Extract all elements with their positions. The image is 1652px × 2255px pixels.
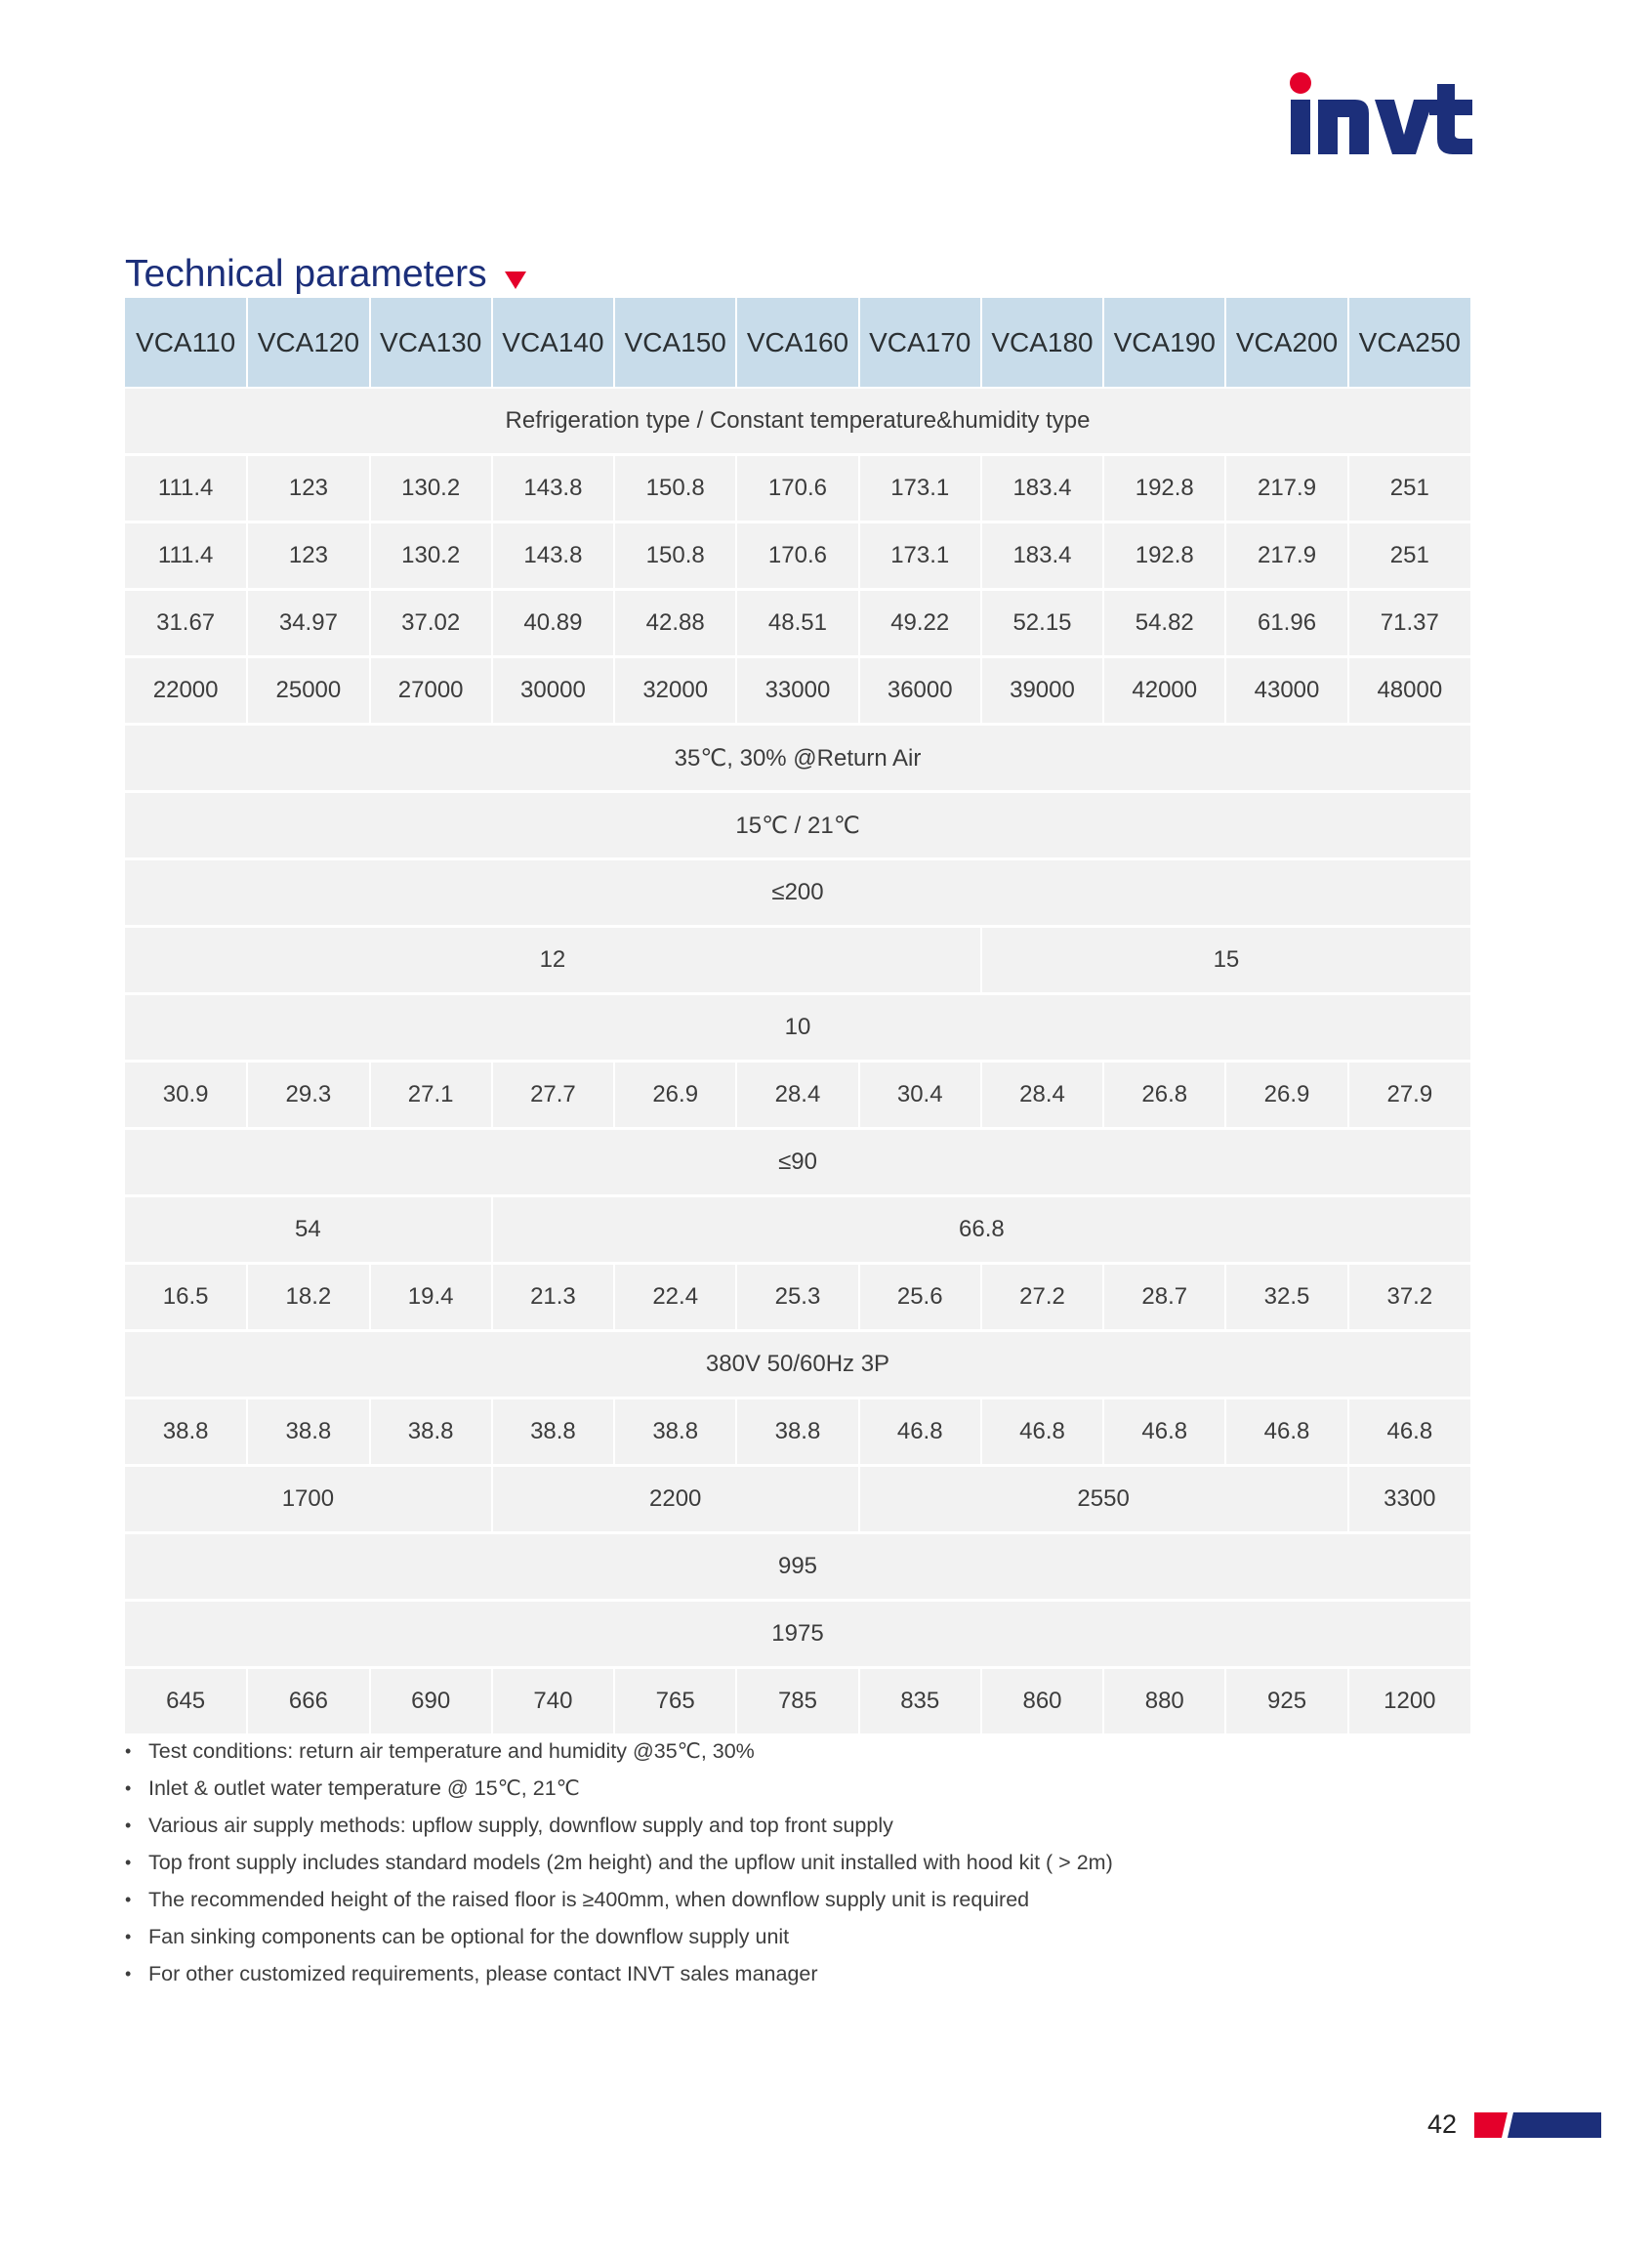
table-cell: 38.8 — [247, 1399, 369, 1466]
section-title: Technical parameters — [125, 253, 487, 295]
table-cell: 170.6 — [736, 455, 858, 522]
table-cell: 690 — [370, 1668, 492, 1735]
table-cell: 27.2 — [981, 1264, 1103, 1331]
invt-logo — [1289, 70, 1474, 158]
table-cell: 12 — [125, 927, 981, 994]
table-cell: 170.6 — [736, 522, 858, 590]
table-body — [125, 388, 1470, 1735]
column-header: VCA140 — [492, 298, 614, 388]
table-cell: 54 — [125, 1196, 492, 1264]
table-row — [125, 657, 1470, 725]
table-cell: 645 — [125, 1668, 247, 1735]
table-row — [125, 927, 1470, 994]
table-cell: 173.1 — [859, 522, 981, 590]
table-cell: 46.8 — [1348, 1399, 1470, 1466]
table-cell: 30000 — [492, 657, 614, 725]
note-text: Fan sinking components can be optional for the downflow supply unit — [148, 1925, 790, 1948]
table-cell: 30.4 — [859, 1062, 981, 1129]
table-cell: 27.7 — [492, 1062, 614, 1129]
table-cell: 71.37 — [1348, 590, 1470, 657]
table-row — [125, 1466, 1470, 1533]
table-row — [125, 1533, 1470, 1601]
table-header-row — [125, 298, 1470, 388]
table-cell: 46.8 — [981, 1399, 1103, 1466]
table-cell: 26.9 — [1225, 1062, 1347, 1129]
table-cell: 49.22 — [859, 590, 981, 657]
table-cell: 1975 — [125, 1601, 1470, 1668]
table-cell: 46.8 — [1225, 1399, 1347, 1466]
table-row — [125, 1601, 1470, 1668]
table-cell: 2550 — [859, 1466, 1348, 1533]
note-text: Test conditions: return air temperature and humidity @35℃, 30% — [148, 1739, 755, 1763]
table-cell: 150.8 — [614, 522, 736, 590]
table-row — [125, 1399, 1470, 1466]
table-row — [125, 1264, 1470, 1331]
table-cell: 37.2 — [1348, 1264, 1470, 1331]
table-cell: 130.2 — [370, 455, 492, 522]
table-cell: 48.51 — [736, 590, 858, 657]
note-item — [125, 1770, 1113, 1807]
table-cell: 217.9 — [1225, 522, 1347, 590]
table-cell: Refrigeration type / Constant temperature&humidity type — [125, 388, 1470, 455]
table-cell: 46.8 — [859, 1399, 981, 1466]
table-row — [125, 388, 1470, 455]
table-cell: 123 — [247, 522, 369, 590]
table-cell: 2200 — [492, 1466, 859, 1533]
note-item — [125, 1844, 1113, 1881]
table-row — [125, 590, 1470, 657]
table-cell: 35℃, 30% @Return Air — [125, 725, 1470, 792]
table-cell: 25.3 — [736, 1264, 858, 1331]
table-cell: 31.67 — [125, 590, 247, 657]
table-row — [125, 1331, 1470, 1399]
table-cell: 860 — [981, 1668, 1103, 1735]
table-row — [125, 994, 1470, 1062]
bullet-icon: • — [125, 1816, 132, 1835]
table-cell: 39000 — [981, 657, 1103, 725]
table-cell: 192.8 — [1103, 522, 1225, 590]
note-item — [125, 1918, 1113, 1955]
bullet-icon: • — [125, 1964, 132, 1984]
column-header: VCA170 — [859, 298, 981, 388]
table-cell: 32000 — [614, 657, 736, 725]
table-cell: 54.82 — [1103, 590, 1225, 657]
table-cell: 26.9 — [614, 1062, 736, 1129]
table-cell: 880 — [1103, 1668, 1225, 1735]
footer-brand-bar — [1474, 2112, 1601, 2138]
table-cell: 835 — [859, 1668, 981, 1735]
table-cell: 61.96 — [1225, 590, 1347, 657]
table-cell: 27.9 — [1348, 1062, 1470, 1129]
table-cell: 38.8 — [492, 1399, 614, 1466]
table-cell: 183.4 — [981, 455, 1103, 522]
column-header: VCA160 — [736, 298, 858, 388]
table-cell: 3300 — [1348, 1466, 1470, 1533]
table-cell: 40.89 — [492, 590, 614, 657]
table-cell: 28.7 — [1103, 1264, 1225, 1331]
table-cell: 765 — [614, 1668, 736, 1735]
note-text: Top front supply includes standard models (2m height) and the upflow unit installed with hood kit ( > 2m) — [148, 1851, 1113, 1874]
table-cell: 38.8 — [125, 1399, 247, 1466]
table-cell: 16.5 — [125, 1264, 247, 1331]
table-cell: 32.5 — [1225, 1264, 1347, 1331]
table-cell: 130.2 — [370, 522, 492, 590]
notes-list — [125, 1733, 1113, 1992]
table-row — [125, 1196, 1470, 1264]
technical-parameters-table — [125, 298, 1470, 1736]
table-row — [125, 1129, 1470, 1196]
table-row — [125, 522, 1470, 590]
table-cell: 192.8 — [1103, 455, 1225, 522]
table-cell: 33000 — [736, 657, 858, 725]
table-cell: 217.9 — [1225, 455, 1347, 522]
column-header: VCA120 — [247, 298, 369, 388]
table-cell: ≤200 — [125, 859, 1470, 927]
table-cell: 123 — [247, 455, 369, 522]
table-row — [125, 725, 1470, 792]
table-row — [125, 859, 1470, 927]
table-cell: 21.3 — [492, 1264, 614, 1331]
table-cell: 38.8 — [736, 1399, 858, 1466]
table-cell: 1200 — [1348, 1668, 1470, 1735]
bullet-icon: • — [125, 1778, 132, 1798]
table-cell: 251 — [1348, 455, 1470, 522]
bullet-icon: • — [125, 1741, 132, 1761]
invt-logo-mark — [1289, 70, 1474, 158]
table-cell: 10 — [125, 994, 1470, 1062]
column-header: VCA130 — [370, 298, 492, 388]
table-cell: 22000 — [125, 657, 247, 725]
table-cell: 143.8 — [492, 455, 614, 522]
table-cell: 18.2 — [247, 1264, 369, 1331]
table-cell: 1700 — [125, 1466, 492, 1533]
column-header: VCA190 — [1103, 298, 1225, 388]
table-cell: 173.1 — [859, 455, 981, 522]
table-cell: 34.97 — [247, 590, 369, 657]
red-down-triangle-icon — [505, 256, 526, 299]
bullet-icon: • — [125, 1890, 132, 1909]
column-header: VCA110 — [125, 298, 247, 388]
note-item — [125, 1807, 1113, 1844]
note-text: For other customized requirements, please contact INVT sales manager — [148, 1962, 818, 1985]
table-cell: 183.4 — [981, 522, 1103, 590]
table-cell: 66.8 — [492, 1196, 1470, 1264]
table-cell: 43000 — [1225, 657, 1347, 725]
table-cell: ≤90 — [125, 1129, 1470, 1196]
table-cell: 740 — [492, 1668, 614, 1735]
column-header: VCA250 — [1348, 298, 1470, 388]
table-cell: 42.88 — [614, 590, 736, 657]
note-text: The recommended height of the raised floor is ≥400mm, when downflow supply unit is required — [148, 1888, 1030, 1911]
table-cell: 666 — [247, 1668, 369, 1735]
table-cell: 48000 — [1348, 657, 1470, 725]
table-row — [125, 455, 1470, 522]
table-row — [125, 1062, 1470, 1129]
table-cell: 995 — [125, 1533, 1470, 1601]
bullet-icon: • — [125, 1853, 132, 1872]
column-header: VCA200 — [1225, 298, 1347, 388]
table-cell: 25000 — [247, 657, 369, 725]
table-cell: 28.4 — [736, 1062, 858, 1129]
table-cell: 37.02 — [370, 590, 492, 657]
table-cell: 46.8 — [1103, 1399, 1225, 1466]
table-cell: 52.15 — [981, 590, 1103, 657]
table-cell: 38.8 — [370, 1399, 492, 1466]
note-item — [125, 1881, 1113, 1918]
table-cell: 143.8 — [492, 522, 614, 590]
note-item — [125, 1955, 1113, 1992]
table-cell: 251 — [1348, 522, 1470, 590]
column-header: VCA150 — [614, 298, 736, 388]
table-cell: 380V 50/60Hz 3P — [125, 1331, 1470, 1399]
table-cell: 15℃ / 21℃ — [125, 792, 1470, 859]
table-cell: 27000 — [370, 657, 492, 725]
table-cell: 26.8 — [1103, 1062, 1225, 1129]
table-cell: 111.4 — [125, 522, 247, 590]
table-cell: 925 — [1225, 1668, 1347, 1735]
table-cell: 150.8 — [614, 455, 736, 522]
note-text: Inlet & outlet water temperature @ 15℃, 21℃ — [148, 1776, 580, 1800]
table-cell: 22.4 — [614, 1264, 736, 1331]
table-cell: 42000 — [1103, 657, 1225, 725]
note-text: Various air supply methods: upflow supply, downflow supply and top front supply — [148, 1814, 893, 1837]
table-cell: 36000 — [859, 657, 981, 725]
table-row — [125, 792, 1470, 859]
table-row — [125, 1668, 1470, 1735]
section-heading — [125, 250, 526, 299]
table-cell: 30.9 — [125, 1062, 247, 1129]
table-cell: 29.3 — [247, 1062, 369, 1129]
table-cell: 19.4 — [370, 1264, 492, 1331]
column-header: VCA180 — [981, 298, 1103, 388]
note-item — [125, 1733, 1113, 1770]
table-cell: 25.6 — [859, 1264, 981, 1331]
table-cell: 15 — [981, 927, 1470, 994]
table-cell: 38.8 — [614, 1399, 736, 1466]
table-cell: 785 — [736, 1668, 858, 1735]
table-cell: 111.4 — [125, 455, 247, 522]
table-cell: 28.4 — [981, 1062, 1103, 1129]
table-cell: 27.1 — [370, 1062, 492, 1129]
page-number: 42 — [1427, 2109, 1458, 2139]
bullet-icon: • — [125, 1927, 132, 1946]
